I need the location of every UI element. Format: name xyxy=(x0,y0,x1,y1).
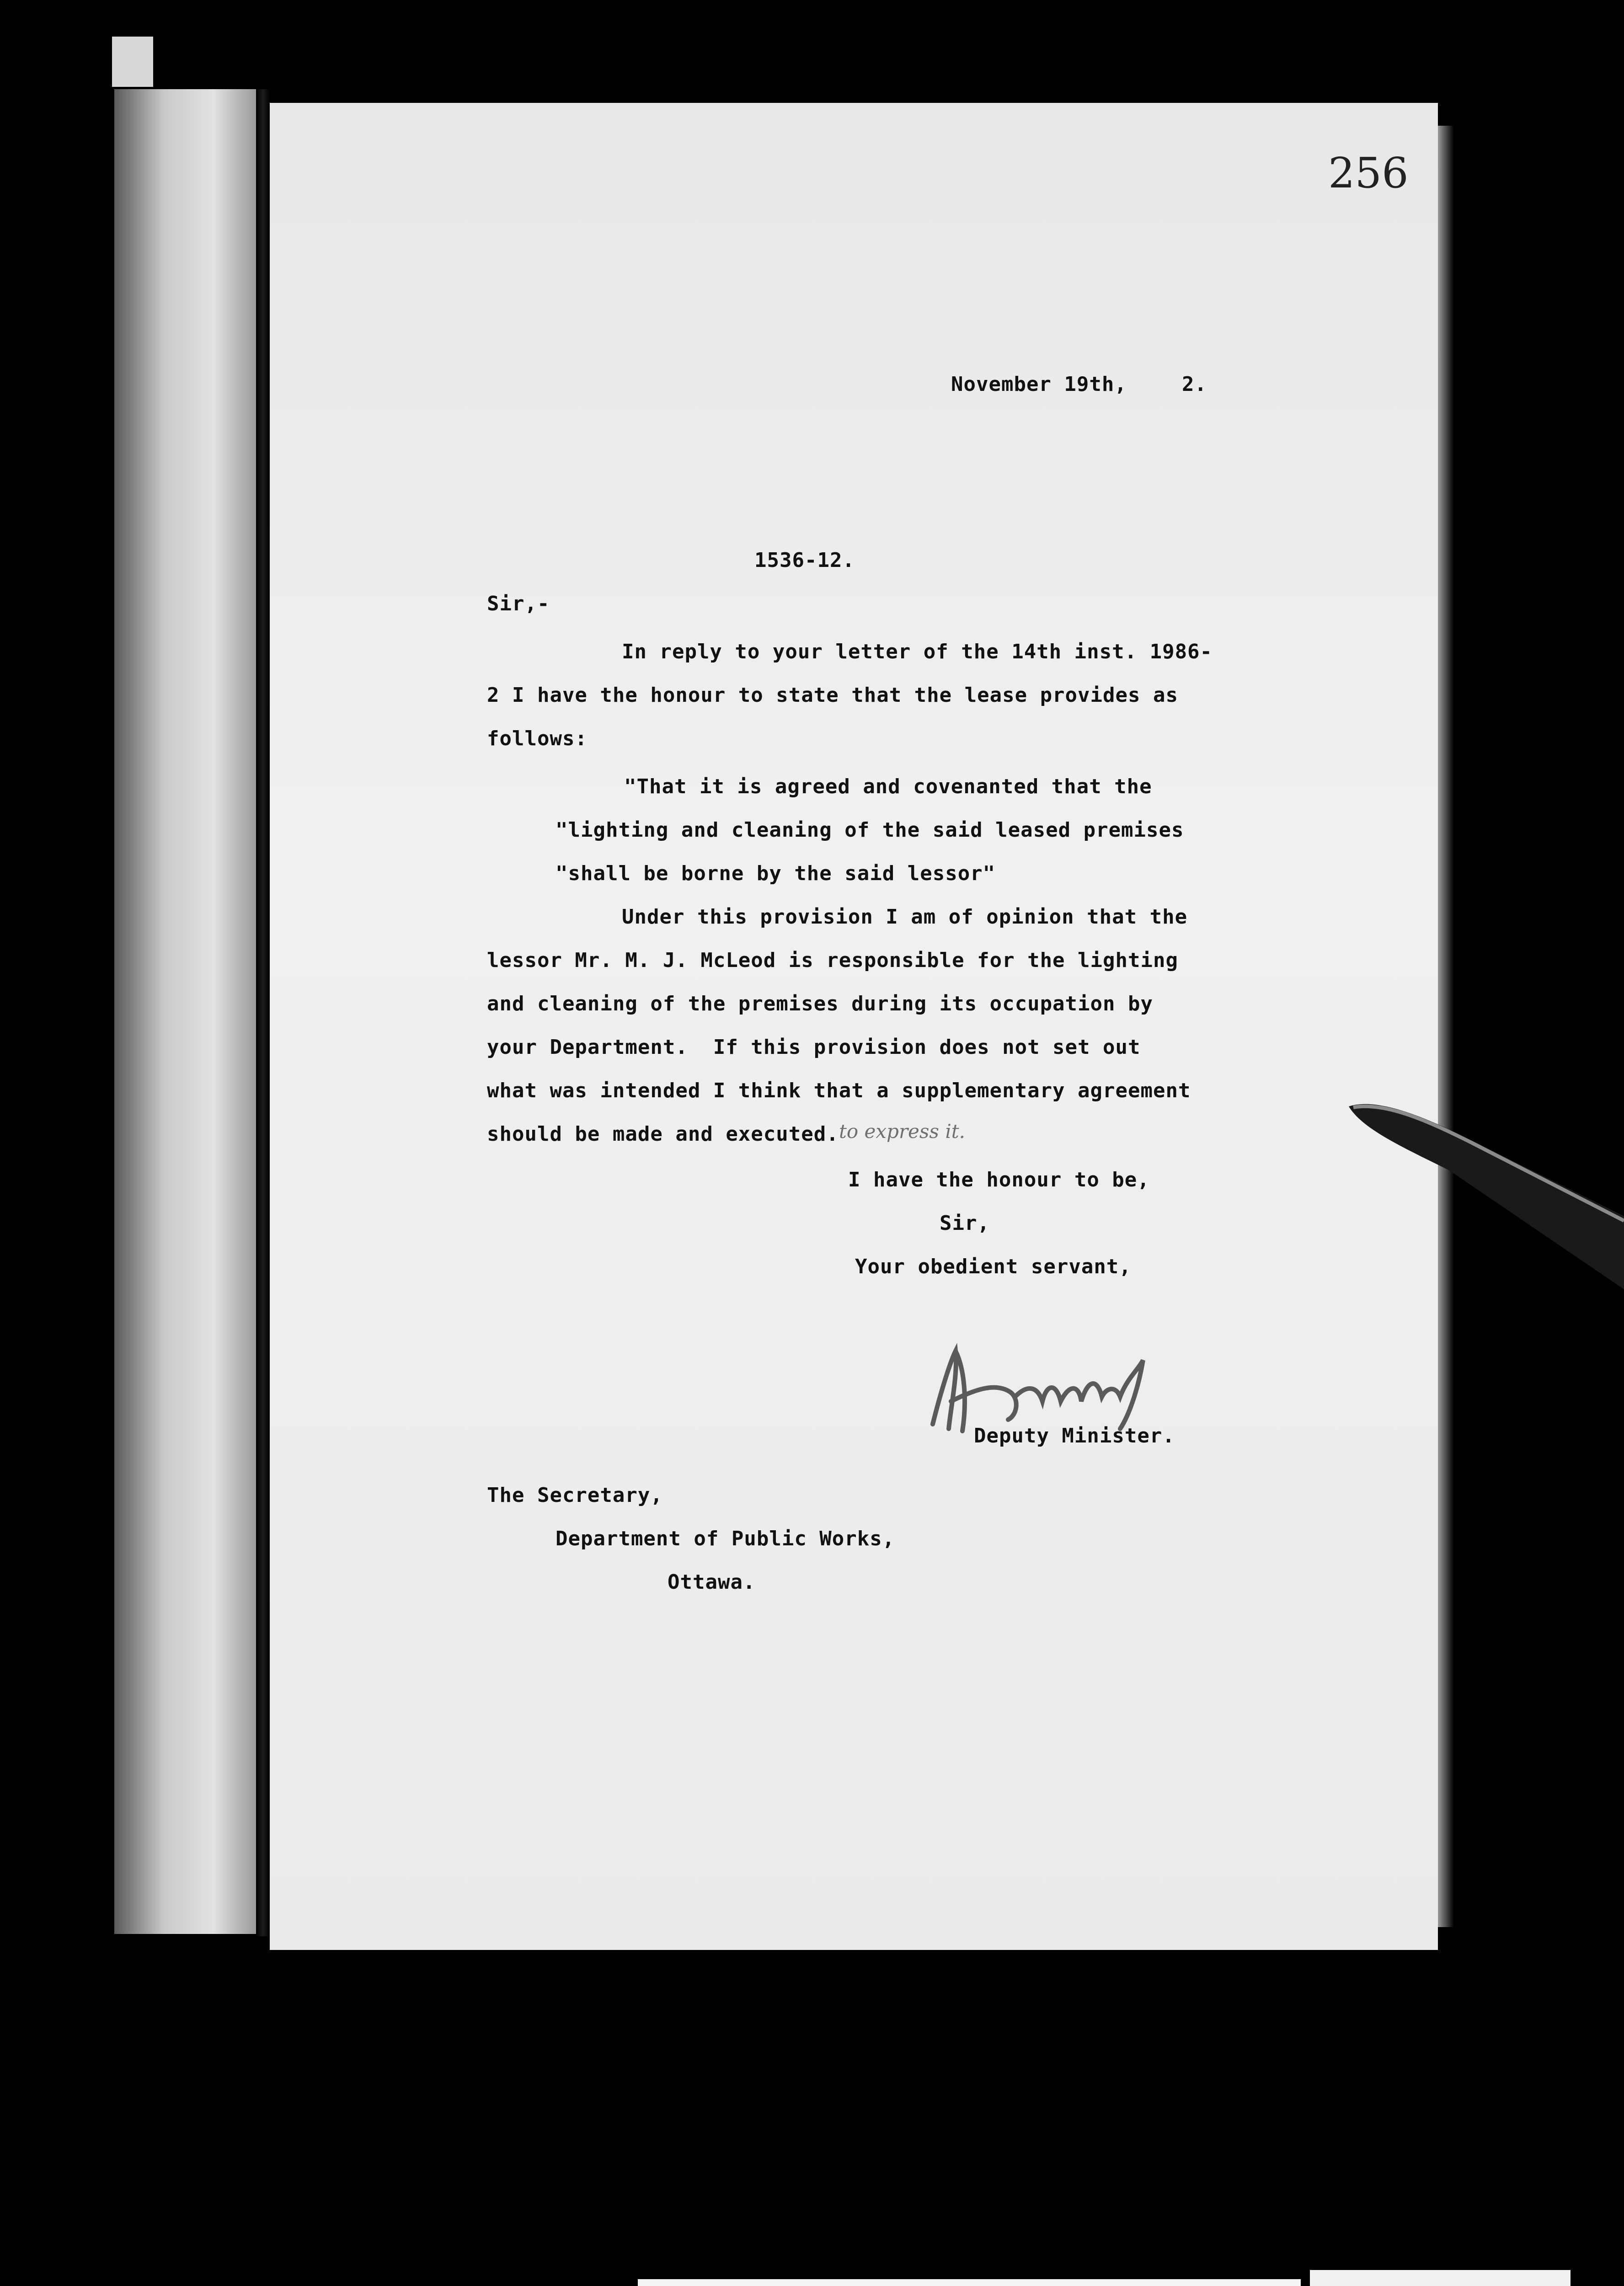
letter-date-suffix: 2. xyxy=(1182,373,1207,396)
underlying-page xyxy=(114,89,256,1934)
archive-department-label xyxy=(638,2279,1301,2286)
letter-sheet xyxy=(270,103,1438,1950)
opinion-line: what was intended I think that a supplementary agreement xyxy=(487,1079,1191,1102)
quote-line: "lighting and cleaning of the said leased premises xyxy=(556,818,1184,842)
closing-line: Your obedient servant, xyxy=(855,1255,1132,1278)
opinion-line: should be made and executed. xyxy=(487,1122,839,1146)
letter-date: November 19th, xyxy=(951,373,1127,396)
condition-stamp xyxy=(1310,2270,1571,2286)
body-line: 2 I have the honour to state that the lease provides as xyxy=(487,684,1178,707)
page-edge xyxy=(112,37,153,87)
signature-title: Deputy Minister. xyxy=(974,1424,1175,1447)
body-line: In reply to your letter of the 14th inst. 1986- xyxy=(622,640,1213,663)
file-reference: 1536-12. xyxy=(754,549,855,572)
quote-line: "That it is agreed and covenanted that the xyxy=(624,775,1152,798)
addressee-line: Ottawa. xyxy=(668,1570,756,1594)
quote-line: "shall be borne by the said lessor" xyxy=(556,862,996,885)
binding-shadow xyxy=(256,89,270,1936)
handwritten-addition: to express it. xyxy=(839,1120,965,1143)
opinion-line: Under this provision I am of opinion that the xyxy=(622,905,1188,929)
closing-line: I have the honour to be, xyxy=(848,1168,1150,1191)
pen-icon xyxy=(1349,1097,1624,1289)
opinion-line: your Department. If this provision does not set out xyxy=(487,1036,1141,1059)
body-line: follows: xyxy=(487,727,588,750)
opinion-line: lessor Mr. M. J. McLeod is responsible for the lighting xyxy=(487,949,1178,972)
salutation: Sir,- xyxy=(487,592,550,615)
closing-line: Sir, xyxy=(940,1212,990,1235)
opinion-line: and cleaning of the premises during its occupation by xyxy=(487,992,1153,1015)
addressee-line: The Secretary, xyxy=(487,1484,663,1507)
addressee-line: Department of Public Works, xyxy=(556,1527,895,1550)
page-number: 256 xyxy=(1328,149,1409,198)
